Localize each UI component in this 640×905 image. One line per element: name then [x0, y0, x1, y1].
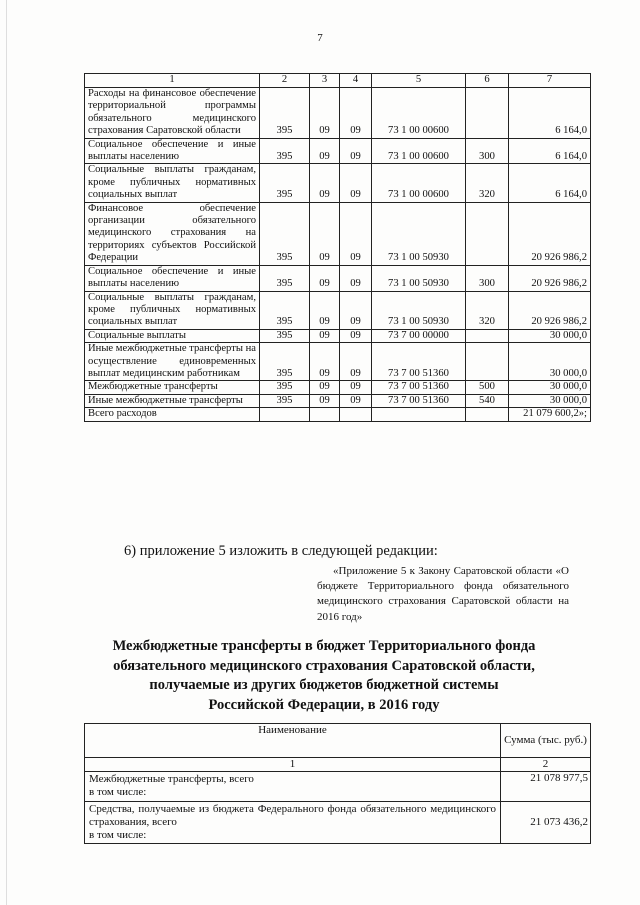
row-subtext: в том числе:: [89, 786, 147, 799]
row-target: 73 1 00 00600: [372, 164, 466, 202]
row-amount: 20 926 986,2: [509, 202, 591, 265]
row-amount: 30 000,0: [509, 394, 591, 407]
table-row: [85, 88, 591, 139]
row-name: [85, 801, 501, 844]
row-amount: 30 000,0: [509, 343, 591, 381]
row-type: 300: [466, 265, 509, 291]
row-amount: 6 164,0: [509, 164, 591, 202]
row-type: 300: [466, 138, 509, 164]
title-line: Российской Федерации, в 2016 году: [208, 696, 440, 713]
row-type: [466, 343, 509, 381]
table-row: [85, 772, 591, 801]
row-code: 395: [260, 329, 310, 342]
header-cell: 3: [310, 74, 340, 88]
row-name: Межбюджетные трансферты: [85, 381, 260, 394]
row-code: 395: [260, 202, 310, 265]
row-section: 09: [310, 202, 340, 265]
row-target: 73 1 00 50930: [372, 291, 466, 329]
title-line: Межбюджетные трансферты в бюджет Территориального фонда: [112, 638, 536, 654]
row-subsection: 09: [340, 138, 372, 164]
total-label: Всего расходов: [85, 408, 260, 421]
row-subsection: 09: [340, 164, 372, 202]
amendment-text: 6) приложение 5 изложить в следующей редакции:: [124, 543, 438, 559]
header-sum: Сумма (тыс. руб.): [501, 724, 591, 758]
table-row: [85, 291, 591, 329]
row-name: Финансовое обеспечение организации обязательного медицинского страхования на территориях субъектов Российской Федерации: [85, 202, 260, 265]
row-code: 395: [260, 265, 310, 291]
table-row: [85, 394, 591, 407]
title-line: получаемые из других бюджетов бюджетной системы: [149, 677, 499, 693]
row-amount: 20 926 986,2: [509, 265, 591, 291]
table-row: [85, 329, 591, 342]
row-name: [85, 772, 501, 801]
row-target: 73 7 00 00000: [372, 329, 466, 342]
table-row: [85, 138, 591, 164]
row-amount: 20 926 986,2: [509, 291, 591, 329]
table-row: [85, 202, 591, 265]
row-type: 320: [466, 291, 509, 329]
appendix-note: «Приложение 5 к Закону Саратовской области «О бюджете Территориального фонда обязательного медицинского страхования Саратовской области на 2016 год»: [317, 565, 569, 623]
row-target: 73 7 00 51360: [372, 343, 466, 381]
header-cell: 5: [372, 74, 466, 88]
column-number: 2: [501, 758, 591, 772]
row-name: Социальное обеспечение и иные выплаты населению: [85, 265, 260, 291]
expense-table: [84, 73, 591, 422]
row-section: 09: [310, 265, 340, 291]
page-edge-shadow: [6, 0, 7, 905]
page-title: [92, 637, 556, 715]
row-name: Расходы на финансовое обеспечение территориальной программы обязательного медицинского страхования Саратовской области: [85, 88, 260, 139]
row-code: 395: [260, 88, 310, 139]
header-cell: 4: [340, 74, 372, 88]
row-code: 395: [260, 164, 310, 202]
row-name: Иные межбюджетные трансферты: [85, 394, 260, 407]
row-type: [466, 88, 509, 139]
row-subsection: 09: [340, 343, 372, 381]
row-section: 09: [310, 164, 340, 202]
row-target: 73 7 00 51360: [372, 394, 466, 407]
row-type: [466, 329, 509, 342]
row-section: 09: [310, 291, 340, 329]
row-code: 395: [260, 394, 310, 407]
row-amount: 21 073 436,2: [501, 801, 591, 844]
row-amount: 6 164,0: [509, 88, 591, 139]
row-subsection: 09: [340, 329, 372, 342]
row-subsection: 09: [340, 202, 372, 265]
header-cell: 7: [509, 74, 591, 88]
table-row: [85, 343, 591, 381]
transfers-table-header: [85, 724, 591, 758]
row-section: 09: [310, 343, 340, 381]
row-type: 540: [466, 394, 509, 407]
row-amount: 21 078 977,5: [501, 772, 591, 801]
title-line: обязательного медицинского страхования Саратовской области,: [113, 657, 535, 674]
row-subsection: 09: [340, 291, 372, 329]
row-subsection: 09: [340, 394, 372, 407]
header-cell: 1: [85, 74, 260, 88]
row-name: Социальные выплаты гражданам, кроме публичных нормативных социальных выплат: [85, 164, 260, 202]
table-row: [85, 265, 591, 291]
row-section: 09: [310, 138, 340, 164]
total-row: [85, 408, 591, 421]
header-cell: 6: [466, 74, 509, 88]
transfers-table: [84, 723, 591, 844]
table-row: [85, 381, 591, 394]
header-name: Наименование: [85, 724, 501, 758]
row-amount: 30 000,0: [509, 329, 591, 342]
header-cell: 2: [260, 74, 310, 88]
row-name: Социальное обеспечение и иные выплаты населению: [85, 138, 260, 164]
row-target: 73 1 00 50930: [372, 265, 466, 291]
row-type: [466, 202, 509, 265]
row-code: 395: [260, 381, 310, 394]
row-name-text: Межбюджетные трансферты, всего: [89, 773, 254, 786]
row-subsection: 09: [340, 265, 372, 291]
row-code: 395: [260, 291, 310, 329]
row-section: 09: [310, 88, 340, 139]
row-section: 09: [310, 329, 340, 342]
row-type: 320: [466, 164, 509, 202]
row-section: 09: [310, 394, 340, 407]
expense-table-header: [85, 74, 591, 88]
column-number: 1: [85, 758, 501, 772]
page-number: 7: [317, 32, 323, 44]
row-subtext: в том числе:: [89, 829, 147, 842]
row-name: Социальные выплаты гражданам, кроме публичных нормативных социальных выплат: [85, 291, 260, 329]
row-target: 73 7 00 51360: [372, 381, 466, 394]
row-target: 73 1 00 00600: [372, 88, 466, 139]
row-subsection: 09: [340, 88, 372, 139]
row-name: Иные межбюджетные трансферты на осуществление единовременных выплат медицинским работникам: [85, 343, 260, 381]
row-amount: 6 164,0: [509, 138, 591, 164]
row-section: 09: [310, 381, 340, 394]
row-amount: 30 000,0: [509, 381, 591, 394]
row-target: 73 1 00 00600: [372, 138, 466, 164]
row-type: 500: [466, 381, 509, 394]
column-number-row: [85, 758, 591, 772]
table-row: [85, 801, 591, 844]
row-code: 395: [260, 138, 310, 164]
row-code: 395: [260, 343, 310, 381]
row-name-text: Средства, получаемые из бюджета Федерального фонда обязательного медицинского страхования, всего: [89, 802, 496, 828]
row-name: Социальные выплаты: [85, 329, 260, 342]
row-target: 73 1 00 50930: [372, 202, 466, 265]
table-row: [85, 164, 591, 202]
row-subsection: 09: [340, 381, 372, 394]
total-amount: 21 079 600,2»;: [509, 408, 591, 421]
